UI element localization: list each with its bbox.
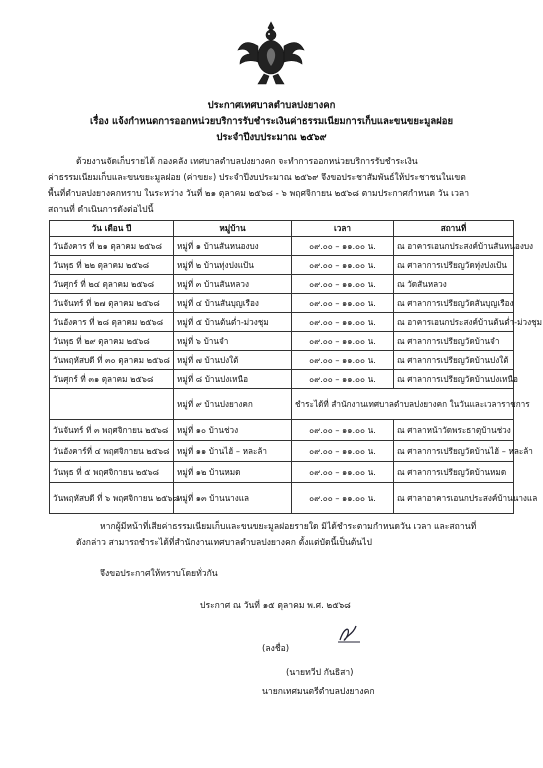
table-row <box>50 313 514 332</box>
footer-line-1: หากผู้มีหน้าที่เสียค่าธรรมเนียมเก็บและขนขยะมูลฝอยรายใด มิได้ชำระตามกำหนดวัน เวลา และสถานที่ <box>100 522 477 532</box>
body-line-1: ด้วยงานจัดเก็บรายได้ กองคลัง เทศบาลตำบลปงยางคก จะทำการออกหน่วยบริการรับชำระเงิน <box>76 157 418 167</box>
row-time: ๐๙.๐๐ – ๑๑.๐๐ น. <box>292 351 394 370</box>
table-row <box>50 420 514 441</box>
row-date: วันพุธ ที่ ๒๒ ตุลาคม ๒๕๖๘ <box>50 256 174 275</box>
row-village: หมู่ที่ ๕ บ้านต้นต่ำ-ม่วงชุม <box>174 313 292 332</box>
row-village: หมู่ที่ ๑๑ บ้านไฮ้ – หละล้า <box>174 441 292 462</box>
header-fiscal-year: ประจำปีงบประมาณ ๒๕๖๙ <box>216 132 327 143</box>
row-village: หมู่ที่ ๒ บ้านทุ่งปงแป้น <box>174 256 292 275</box>
table-row <box>50 370 514 389</box>
table-header-row <box>50 221 514 237</box>
signer-name: (นายทวีป กันธิสา) <box>286 668 354 678</box>
table-row <box>50 483 514 514</box>
row-village: หมู่ที่ ๑ บ้านสันหนองบง <box>174 237 292 256</box>
row-time: ๐๙.๐๐ – ๑๑.๐๐ น. <box>292 483 394 514</box>
row-place: ณ ศาลาหน้าวัดพระธาตุบ้านช่วง <box>394 420 514 441</box>
table-row <box>50 389 514 420</box>
row-place: ณ อาคารเอนกประสงค์บ้านต้นต่ำ-ม่วงชุม <box>394 313 514 332</box>
row-date: วันพฤหัสบดี ที่ ๓๐ ตุลาคม ๒๕๖๘ <box>50 351 174 370</box>
row-village: หมู่ที่ ๔ บ้านสันบุญเรือง <box>174 294 292 313</box>
row-time-note: ชำระได้ที่ สำนักงานเทศบาลตำบลปงยางคก ในวันและเวลาราชการ <box>292 389 514 420</box>
table-row <box>50 441 514 462</box>
row-time: ๐๙.๐๐ – ๑๑.๐๐ น. <box>292 237 394 256</box>
row-place: ณ ศาลาการเปรียญวัดสันบุญเรือง <box>394 294 514 313</box>
header-title: ประกาศเทศบาลตำบลปงยางคก <box>207 100 336 111</box>
row-time: ๐๙.๐๐ – ๑๑.๐๐ น. <box>292 332 394 351</box>
header-time: เวลา <box>292 221 394 237</box>
row-date: วันพฤหัสบดี ที่ ๖ พฤศจิกายน ๒๕๖๘ <box>50 483 174 514</box>
row-place: ณ ศาลาการเปรียญวัดทุ่งปงเป้น <box>394 256 514 275</box>
table-row <box>50 351 514 370</box>
row-date: วันอังคาร์ที่ ๔ พฤศจิกายน ๒๕๖๘ <box>50 441 174 462</box>
row-village: หมู่ที่ ๙ บ้านปงยางคก <box>174 389 292 420</box>
row-time: ๐๙.๐๐ – ๑๑.๐๐ น. <box>292 441 394 462</box>
table-row <box>50 256 514 275</box>
row-date: วันศุกร์ ที่ ๓๑ ตุลาคม ๒๕๖๘ <box>50 370 174 389</box>
row-date: วันอังคาร ที่ ๒๘ ตุลาคม ๒๕๖๘ <box>50 313 174 332</box>
row-time: ๐๙.๐๐ – ๑๑.๐๐ น. <box>292 313 394 332</box>
row-village: หมู่ที่ ๓ บ้านสันหลวง <box>174 275 292 294</box>
body-line-3: พื้นที่ตำบลปงยางคกทราบ ในระหว่าง วันที่ ๒๑ ตุลาคม ๒๕๖๘ - ๖ พฤศจิกายน ๒๕๖๘ ตามประกาศกำหนด วัน เวลา <box>48 189 470 199</box>
table-row <box>50 332 514 351</box>
row-date: วันศุกร์ ที่ ๒๔ ตุลาคม ๒๕๖๘ <box>50 275 174 294</box>
row-date: วันจันทร์ ที่ ๓ พฤศจิกายน ๒๕๖๘ <box>50 420 174 441</box>
row-time: ๐๙.๐๐ – ๑๑.๐๐ น. <box>292 294 394 313</box>
row-time: ๐๙.๐๐ – ๑๑.๐๐ น. <box>292 462 394 483</box>
row-village: หมู่ที่ ๑๓ บ้านนางแล <box>174 483 292 514</box>
row-village: หมู่ที่ ๑๒ บ้านหมด <box>174 462 292 483</box>
table-row <box>50 462 514 483</box>
signed-label: (ลงชื่อ) <box>262 644 290 654</box>
row-date: วันพุธ ที่ ๒๙ ตุลาคม ๒๕๖๘ <box>50 332 174 351</box>
row-place: ณ ศาลาอาคารเอนกประสงค์บ้านนางแล <box>394 483 514 514</box>
body-line-4: สถานที่ ดำเนินการดังต่อไปนี้ <box>48 205 154 215</box>
row-time: ๐๙.๐๐ – ๑๑.๐๐ น. <box>292 275 394 294</box>
row-date: วันจันทร์ ที่ ๒๗ ตุลาคม ๒๕๖๘ <box>50 294 174 313</box>
row-place: ณ อาคารเอนกประสงค์บ้านสันหนองบง <box>394 237 514 256</box>
announce-date: ประกาศ ณ วันที่ ๑๕ ตุลาคม พ.ศ. ๒๕๖๘ <box>200 601 351 611</box>
schedule-table <box>49 220 543 514</box>
signer-position: นายกเทศมนตรีตำบลปงยางคก <box>262 687 375 697</box>
row-time: ๐๙.๐๐ – ๑๑.๐๐ น. <box>292 420 394 441</box>
table-row <box>50 237 514 256</box>
row-time: ๐๙.๐๐ – ๑๑.๐๐ น. <box>292 256 394 275</box>
row-village: หมู่ที่ ๑๐ บ้านช่วง <box>174 420 292 441</box>
row-village: หมู่ที่ ๖ บ้านจำ <box>174 332 292 351</box>
header-date: วัน เดือน ปี <box>50 221 174 237</box>
row-place: ณ ศาลาการเปรียญวัดบ้านปงเหนือ <box>394 370 514 389</box>
table-row <box>50 275 514 294</box>
row-time: ๐๙.๐๐ – ๑๑.๐๐ น. <box>292 370 394 389</box>
row-place: ณ วัดสันหลวง <box>394 275 514 294</box>
body-line-2: ค่าธรรมเนียมเก็บและขนขยะมูลฝอย (ค่าขยะ) ประจำปีงบประมาณ ๒๕๖๙ จึงขอประชาสัมพันธ์ให้ประชาชนในเขต <box>48 173 466 183</box>
announcement: จึงขอประกาศให้ทราบโดยทั่วกัน <box>100 569 218 579</box>
row-village: หมู่ที่ ๘ บ้านปงเหนือ <box>174 370 292 389</box>
row-place: ณ ศาลาการเปรียญวัดบ้านจำ <box>394 332 514 351</box>
row-place: ณ ศาลาการเปรียญวัดบ้านไฮ้ – หละล้า <box>394 441 514 462</box>
row-date <box>50 389 174 420</box>
footer-line-2: ดังกล่าว สามารถชำระได้ที่สำนักงานเทศบาลตำบลปงยางคก ตั้งแต่บัดนี้เป็นต้นไป <box>76 538 372 548</box>
row-place: ณ ศาลาการเปรียญวัดบ้านหมด <box>394 462 514 483</box>
table-row <box>50 294 514 313</box>
row-date: วันพุธ ที่ ๕ พฤศจิกายน ๒๕๖๘ <box>50 462 174 483</box>
garuda-emblem <box>236 20 306 88</box>
row-place: ณ ศาลาการเปรียญวัดบ้านปงใต้ <box>394 351 514 370</box>
row-date: วันอังคาร ที่ ๒๑ ตุลาคม ๒๕๖๘ <box>50 237 174 256</box>
header-place: สถานที่ <box>394 221 514 237</box>
row-village: หมู่ที่ ๗ บ้านปงใต้ <box>174 351 292 370</box>
header-village: หมู่บ้าน <box>174 221 292 237</box>
signature-mark <box>334 622 364 646</box>
header-subject: เรื่อง แจ้งกำหนดการออกหน่วยบริการรับชำระเงินค่าธรรมเนียมการเก็บและขนขยะมูลฝอย <box>89 116 454 127</box>
